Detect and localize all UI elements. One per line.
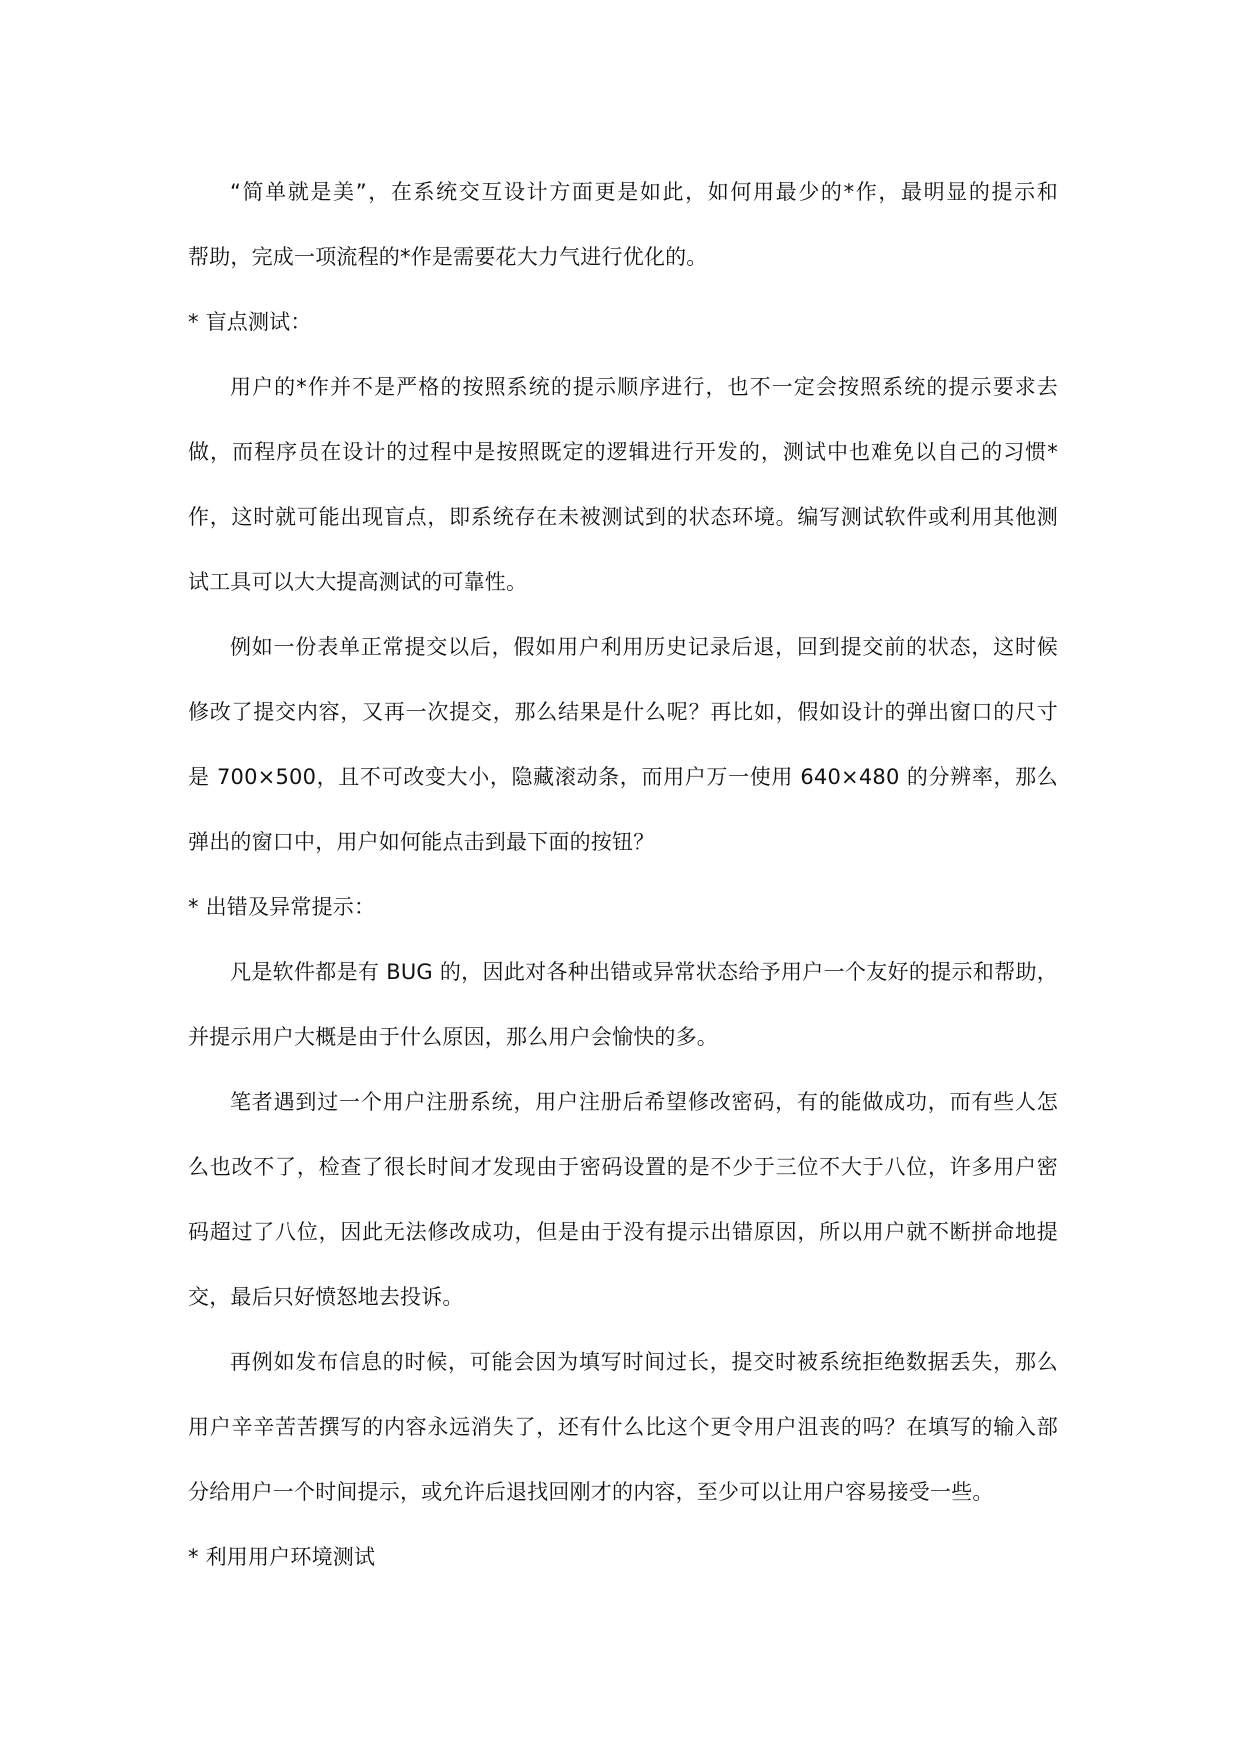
paragraph-line: 么也改不了，检查了很长时间才发现由于密码设置的是不少于三位不大于八位，许多用户密 <box>188 1155 1058 1179</box>
paragraph-line: 例如一份表单正常提交以后，假如用户利用历史记录后退，回到提交前的状态，这时候 <box>230 635 1058 659</box>
paragraph-line: 凡是软件都是有 BUG 的，因此对各种出错或异常状态给予用户一个友好的提示和帮助， <box>230 960 1058 984</box>
paragraph-line: 再例如发布信息的时候，可能会因为填写时间过长，提交时被系统拒绝数据丢失，那么 <box>230 1350 1058 1374</box>
paragraph-line: 分给用户一个时间提示，或允许后退找回刚才的内容，至少可以让用户容易接受一些。 <box>188 1480 994 1504</box>
paragraph-line: 并提示用户大概是由于什么原因，那么用户会愉快的多。 <box>188 1025 718 1049</box>
paragraph-line: “简单就是美”，在系统交互设计方面更是如此，如何用最少的*作，最明显的提示和 <box>230 180 1058 204</box>
paragraph-line: 弹出的窗口中，用户如何能点击到最下面的按钮？ <box>188 830 655 854</box>
paragraph-line: 帮助，完成一项流程的*作是需要花大力气进行优化的。 <box>188 245 708 269</box>
document-body <box>188 160 1058 1590</box>
section-heading: * 利用用户环境测试 <box>188 1545 376 1569</box>
paragraph-line: 码超过了八位，因此无法修改成功，但是由于没有提示出错原因，所以用户就不断拼命地提 <box>188 1220 1058 1244</box>
paragraph-line: 用户的*作并不是严格的按照系统的提示顺序进行，也不一定会按照系统的提示要求去 <box>230 375 1058 399</box>
section-heading: * 出错及异常提示： <box>188 895 376 919</box>
paragraph-line: 是 700×500，且不可改变大小，隐藏滚动条，而用户万一使用 640×480 的分辨率，那么 <box>188 765 1058 789</box>
paragraph-line: 修改了提交内容，又再一次提交，那么结果是什么呢？再比如，假如设计的弹出窗口的尺寸 <box>188 700 1058 724</box>
paragraph-line: 试工具可以大大提高测试的可靠性。 <box>188 570 528 594</box>
paragraph-line: 用户辛辛苦苦撰写的内容永远消失了，还有什么比这个更令用户沮丧的吗？在填写的输入部 <box>188 1415 1058 1439</box>
paragraph-line: 做，而程序员在设计的过程中是按照既定的逻辑进行开发的，测试中也难免以自己的习惯* <box>188 440 1058 464</box>
section-heading: * 盲点测试： <box>188 310 312 334</box>
paragraph-line: 交，最后只好愤怒地去投诉。 <box>188 1285 464 1309</box>
paragraph-line: 笔者遇到过一个用户注册系统，用户注册后希望修改密码，有的能做成功，而有些人怎 <box>230 1090 1058 1114</box>
paragraph-line: 作，这时就可能出现盲点，即系统存在未被测试到的状态环境。编写测试软件或利用其他测 <box>188 505 1058 529</box>
